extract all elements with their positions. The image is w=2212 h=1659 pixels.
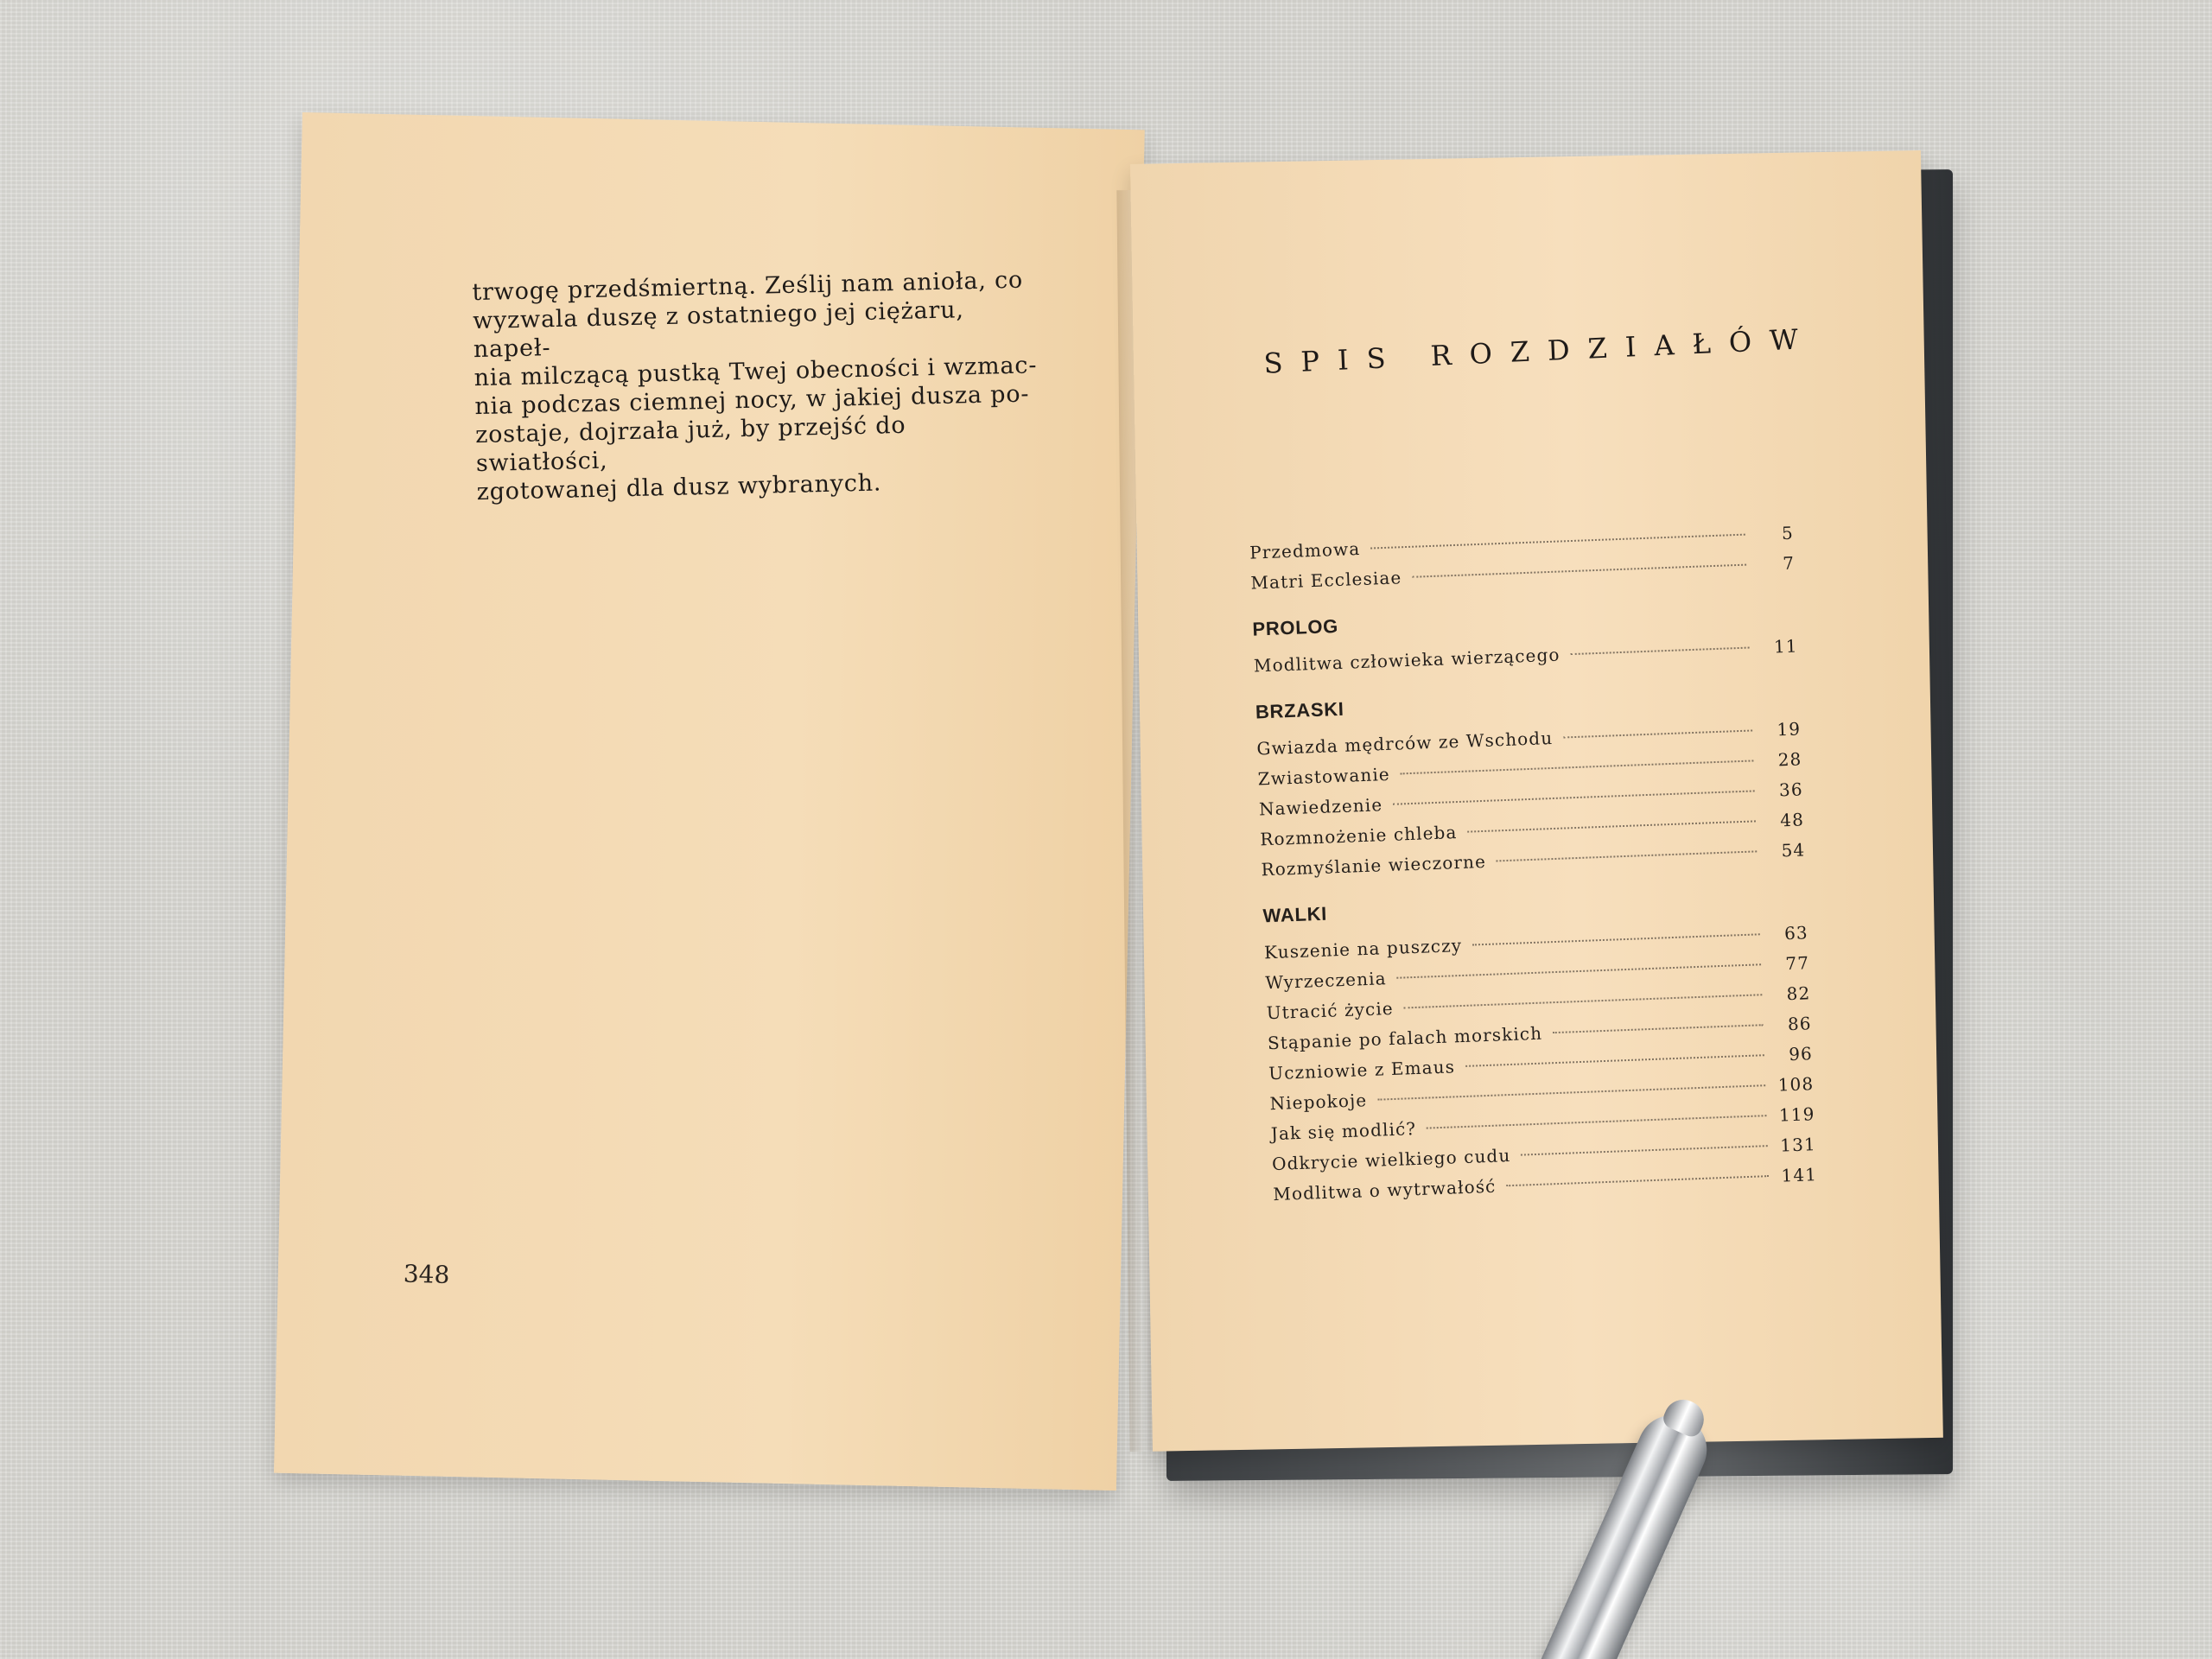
toc-leader — [1506, 1175, 1769, 1186]
table-of-contents — [1249, 518, 1818, 1211]
toc-leader — [1521, 1145, 1768, 1155]
toc-leader — [1401, 760, 1754, 774]
toc-leader — [1467, 820, 1756, 832]
toc-page-number: 82 — [1786, 982, 1811, 1005]
toc-page-number: 86 — [1787, 1013, 1813, 1035]
section-title-brzaski: BRZASKI — [1255, 697, 1345, 723]
toc-label: Kuszenie na puszczy — [1263, 934, 1463, 963]
toc-label: Przedmowa — [1249, 537, 1361, 563]
toc-label: Odkrycie wielkiego cudu — [1271, 1145, 1511, 1175]
toc-page-number: 28 — [1777, 748, 1802, 771]
toc-page-number: 141 — [1781, 1164, 1818, 1186]
toc-label: Modlitwa o wytrwałość — [1272, 1175, 1497, 1205]
table-of-contents-title: SPIS ROZDZIAŁÓW — [1262, 321, 1817, 380]
toc-leader — [1404, 994, 1763, 1008]
toc-page-number: 63 — [1783, 922, 1809, 944]
toc-label: Matri Ecclesiae — [1250, 567, 1402, 594]
toc-page-number: 77 — [1784, 952, 1810, 975]
toc-label: Uczniowie z Emaus — [1268, 1056, 1456, 1084]
toc-leader — [1497, 850, 1757, 861]
toc-page-number: 54 — [1781, 839, 1806, 861]
right-page — [1130, 150, 1943, 1452]
toc-leader — [1465, 1054, 1764, 1067]
toc-leader — [1563, 729, 1752, 738]
toc-label: Modlitwa człowieka wierzącego — [1253, 644, 1560, 677]
toc-leader — [1553, 1024, 1764, 1033]
toc-leader — [1412, 564, 1746, 578]
toc-page-number: 48 — [1779, 809, 1805, 831]
toc-leader — [1370, 534, 1745, 550]
toc-label: Gwiazda mędrców ze Wschodu — [1256, 727, 1554, 760]
toc-label: Nawiedzenie — [1258, 794, 1383, 820]
toc-label: Rozmyślanie wieczorne — [1261, 850, 1487, 880]
toc-page-number: 119 — [1778, 1103, 1815, 1126]
toc-page-number: 36 — [1778, 779, 1804, 801]
toc-label: Niepokoje — [1269, 1090, 1368, 1115]
left-page-paragraph: trwogę przedśmiertną. Ześlij nam anioła, co wyzwala duszę z ostatniego jej ciężaru, napeł- nia milczącą pustką Twej obecności i wzmac- nia podczas ciemnej nocy, w jakiej dusza po- zostaje, dojrzała już, by przejść do swiatłości, zgotowanej dla dusz wybranych. — [472, 266, 1038, 506]
page-number: 348 — [403, 1259, 450, 1290]
toc-page-number: 131 — [1779, 1134, 1817, 1156]
section-title-walki: WALKI — [1262, 902, 1328, 927]
toc-page-number: 96 — [1788, 1043, 1814, 1065]
toc-leader — [1570, 647, 1749, 656]
toc-leader — [1427, 1115, 1767, 1128]
toc-page-number: 11 — [1773, 635, 1799, 658]
toc-leader — [1393, 790, 1755, 804]
toc-label: Zwiastowanie — [1257, 763, 1391, 790]
toc-label: Rozmnożenie chleba — [1259, 822, 1458, 850]
left-page — [274, 112, 1145, 1491]
toc-label: Wyrzeczenia — [1265, 968, 1388, 994]
toc-leader — [1377, 1084, 1765, 1100]
toc-page-number: 7 — [1782, 552, 1796, 575]
section-title-prolog: PROLOG — [1251, 614, 1339, 640]
left-page-text — [472, 265, 1047, 506]
toc-leader — [1397, 963, 1762, 978]
toc-leader — [1472, 933, 1760, 945]
toc-label: Utracić życie — [1266, 997, 1395, 1024]
toc-page-number: 19 — [1777, 718, 1802, 741]
toc-label: Stąpanie po falach morskich — [1267, 1022, 1543, 1054]
toc-label: Jak się modlić? — [1270, 1118, 1417, 1145]
toc-page-number: 108 — [1777, 1073, 1815, 1096]
toc-page-number: 5 — [1781, 522, 1795, 544]
